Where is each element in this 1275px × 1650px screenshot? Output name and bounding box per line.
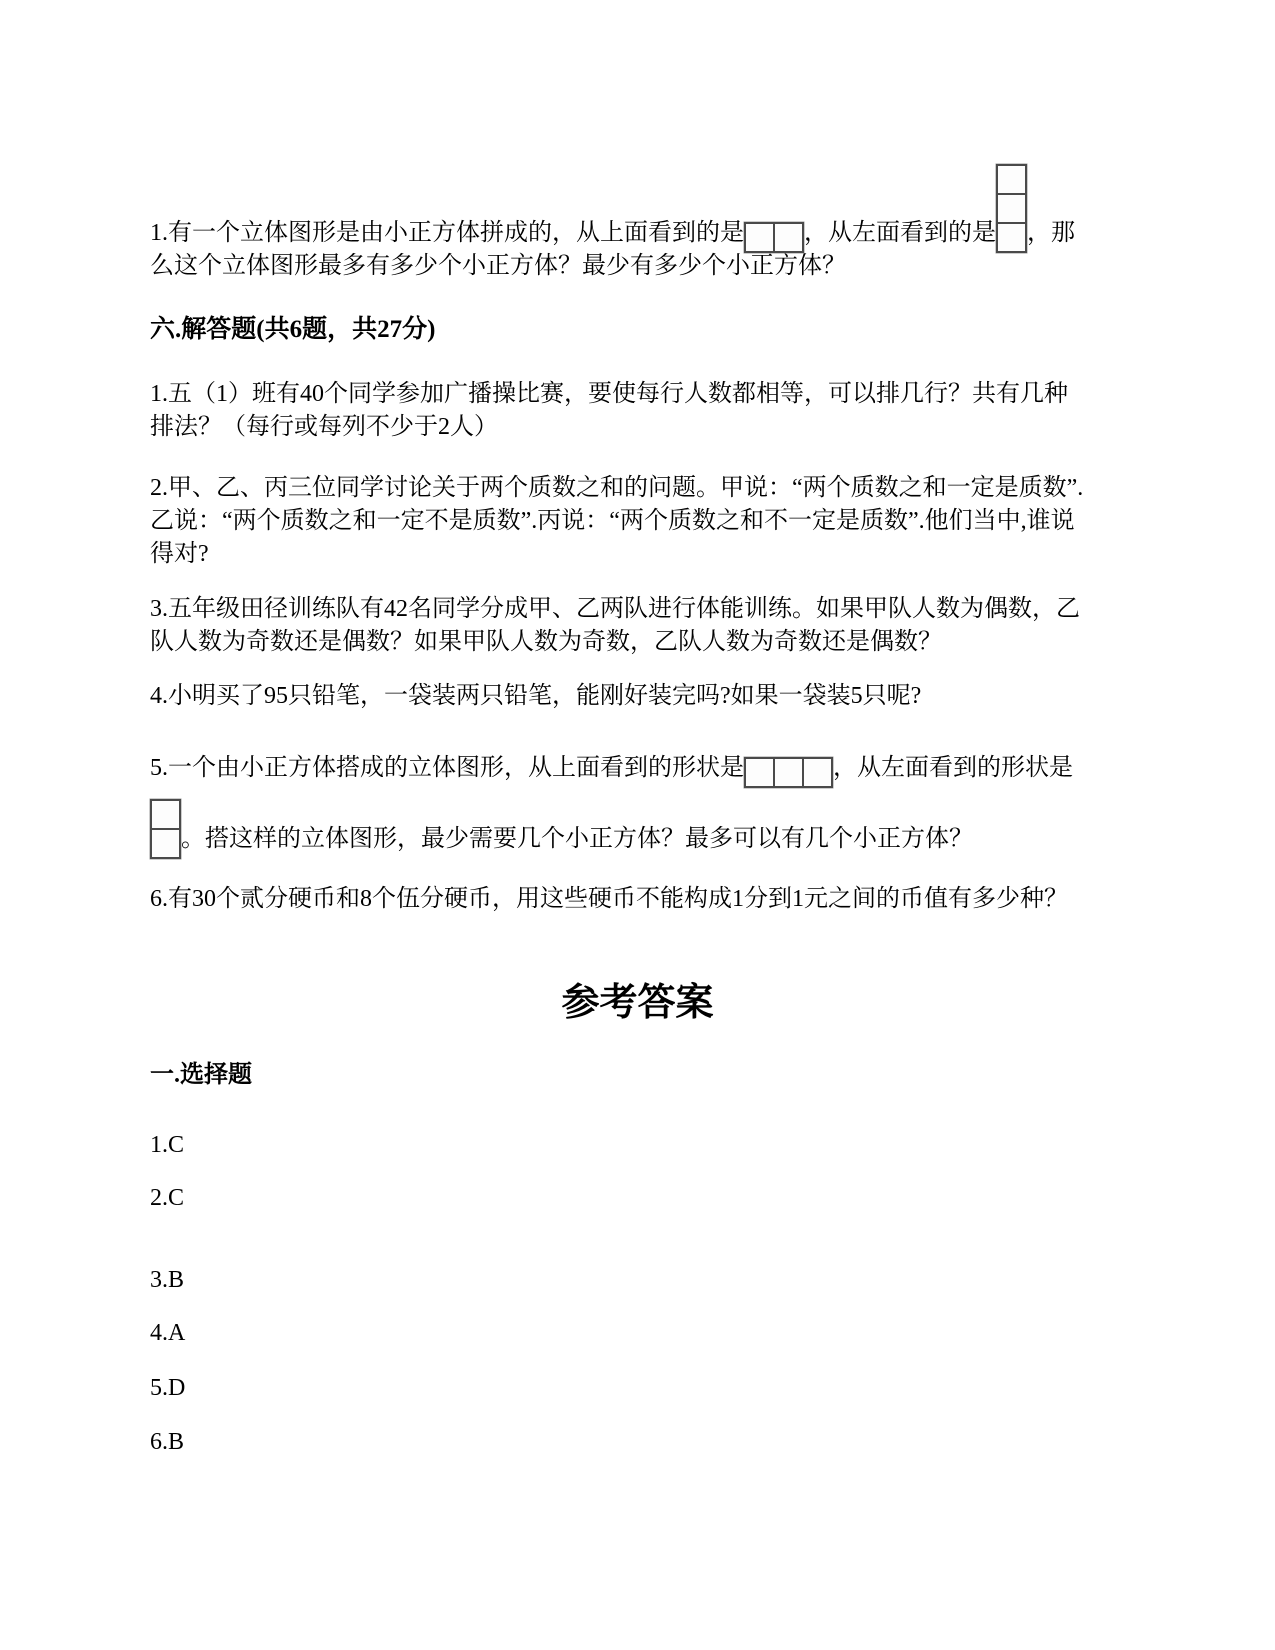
carryover-question [150, 217, 1075, 283]
question-line [150, 752, 1073, 785]
question-text: ，那 [1027, 220, 1075, 246]
question-4 [150, 680, 921, 713]
cube-top-view-figure [744, 757, 833, 788]
square-cell [152, 830, 179, 857]
question-text: ，从左面看到的是 [804, 220, 996, 246]
square-cell [998, 195, 1025, 222]
question-6 [150, 883, 1068, 916]
answer-item-4: 4.A [150, 1320, 186, 1346]
question-text: ，从左面看到的形状是 [833, 755, 1073, 781]
question-1 [150, 378, 1068, 444]
question-line: 乙说：“两个质数之和一定不是质数”.丙说：“两个质数之和不一定是质数”.他们当中,谁说 [150, 508, 1075, 534]
answer-item-1: 1.C [150, 1132, 185, 1158]
answers-title: 参考答案 [561, 982, 714, 1024]
square-cell [775, 759, 802, 786]
answer-item-2: 2.C [150, 1185, 185, 1211]
question-3 [150, 593, 1080, 659]
square-cell [998, 166, 1025, 193]
question-5 [150, 752, 1073, 785]
question-text: 1.有一个立体图形是由小正方体拼成的，从上面看到的是 [150, 220, 744, 246]
question-line: 排法？（每行或每列不少于2人） [150, 414, 498, 440]
cube-left-view-figure [996, 164, 1027, 253]
square-cell [746, 224, 773, 251]
question-line: 2.甲、乙、丙三位同学讨论关于两个质数之和的问题。甲说：“两个质数之和一定是质数”. [150, 475, 1084, 501]
question-line: 4.小明买了95只铅笔，一袋装两只铅笔，能刚好装完吗?如果一袋装5只呢? [150, 683, 922, 709]
question-text: 。搭这样的立体图形，最少需要几个小正方体？最多可以有几个小正方体？ [181, 826, 973, 852]
question-text: 么这个立体图形最多有多少个小正方体？最少有多少个小正方体？ [150, 253, 846, 279]
square-cell [804, 759, 831, 786]
top-view-figure-anchor [744, 226, 804, 250]
question-line: 队人数为奇数还是偶数？如果甲队人数为奇数，乙队人数为奇数还是偶数？ [150, 629, 942, 655]
question-line: 得对? [150, 541, 209, 567]
question-line: 1.五（1）班有40个同学参加广播操比赛，要使每行人数都相等，可以排几行？共有几种 [150, 381, 1068, 407]
question-5-continued [150, 823, 973, 856]
left-view-figure-anchor [996, 226, 1027, 250]
answer-item-6: 6.B [150, 1429, 185, 1455]
top-view-figure-anchor [744, 761, 833, 785]
answer-item-3: 3.B [150, 1267, 185, 1293]
square-cell [152, 801, 179, 828]
cube-left-view-figure [150, 799, 181, 859]
answer-item-5: 5.D [150, 1375, 186, 1401]
section-six-heading: 六.解答题(共6题，共27分) [150, 316, 436, 343]
question-2 [150, 472, 1083, 571]
answers-section-1-heading: 一.选择题 [150, 1062, 252, 1088]
square-cell [998, 224, 1025, 251]
question-line [150, 217, 1075, 250]
cube-top-view-figure [744, 222, 804, 253]
question-line [150, 250, 1075, 283]
question-line: 6.有30个贰分硬币和8个伍分硬币，用这些硬币不能构成1分到1元之间的币值有多少种？ [150, 886, 1068, 912]
question-line: 3.五年级田径训练队有42名同学分成甲、乙两队进行体能训练。如果甲队人数为偶数，乙 [150, 596, 1080, 622]
question-line [150, 823, 973, 856]
square-cell [746, 759, 773, 786]
left-view-figure-anchor [150, 832, 181, 856]
square-cell [775, 224, 802, 251]
question-text: 5.一个由小正方体搭成的立体图形，从上面看到的形状是 [150, 755, 744, 781]
